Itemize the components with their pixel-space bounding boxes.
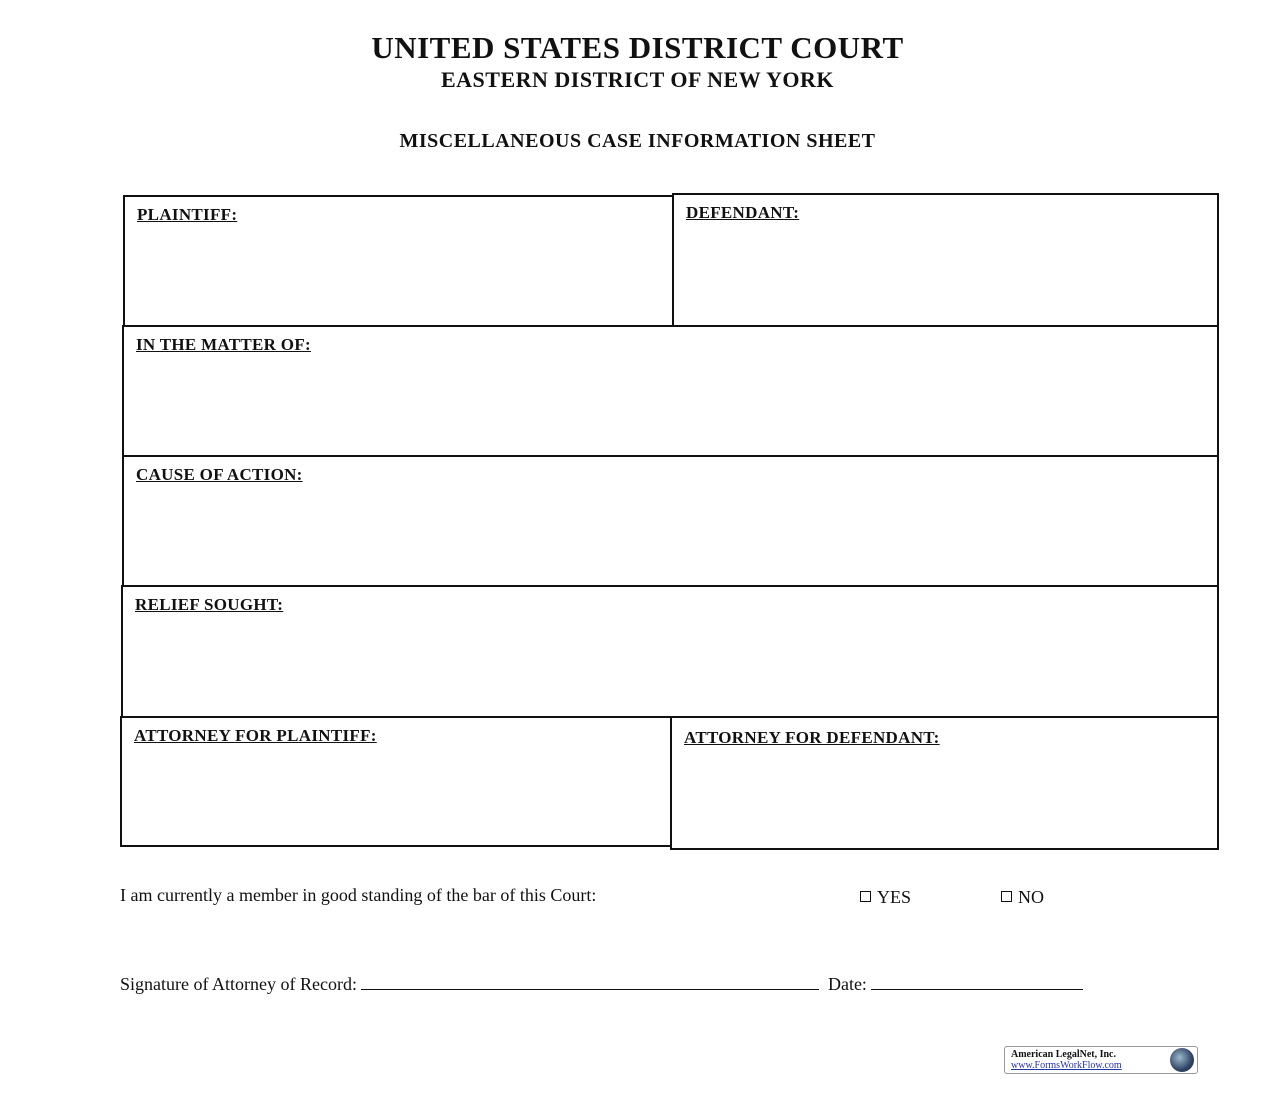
globe-icon (1170, 1048, 1194, 1072)
defendant-label: DEFENDANT: (686, 203, 800, 222)
yes-checkbox[interactable] (860, 887, 911, 908)
bar-statement: I am currently a member in good standing of the bar of this Court: (120, 885, 597, 905)
attorney-defendant-label: ATTORNEY FOR DEFENDANT: (684, 728, 940, 747)
signature-line[interactable] (361, 973, 819, 990)
signature-label: Signature of Attorney of Record: (120, 974, 357, 994)
defendant-field[interactable] (672, 193, 1219, 327)
yes-label: YES (877, 887, 912, 907)
american-legalnet-logo[interactable] (1004, 1046, 1198, 1074)
plaintiff-field[interactable] (123, 195, 674, 327)
attorney-plaintiff-label: ATTORNEY FOR PLAINTIFF: (134, 726, 377, 745)
attorney-plaintiff-field[interactable] (120, 716, 672, 847)
logo-company: American LegalNet, Inc. (1011, 1049, 1116, 1060)
date-label: Date: (827, 974, 867, 994)
matter-field[interactable] (122, 325, 1219, 457)
district-title: EASTERN DISTRICT OF NEW YORK (441, 67, 834, 92)
checkbox-icon (860, 891, 871, 902)
cause-field[interactable] (122, 455, 1219, 587)
signature-row (120, 973, 1083, 995)
cause-label: CAUSE OF ACTION: (136, 465, 303, 484)
relief-field[interactable] (121, 585, 1219, 718)
no-label: NO (1018, 887, 1044, 907)
relief-label: RELIEF SOUGHT: (135, 595, 284, 614)
checkbox-icon (1001, 891, 1012, 902)
date-line[interactable] (871, 973, 1083, 990)
court-title: UNITED STATES DISTRICT COURT (371, 30, 904, 65)
attorney-defendant-field[interactable] (670, 716, 1219, 850)
matter-label: IN THE MATTER OF: (136, 335, 311, 354)
no-checkbox[interactable] (1001, 887, 1044, 908)
logo-url[interactable]: www.FormsWorkFlow.com (1011, 1060, 1122, 1071)
form-title: MISCELLANEOUS CASE INFORMATION SHEET (399, 130, 876, 152)
plaintiff-label: PLAINTIFF: (137, 205, 238, 224)
